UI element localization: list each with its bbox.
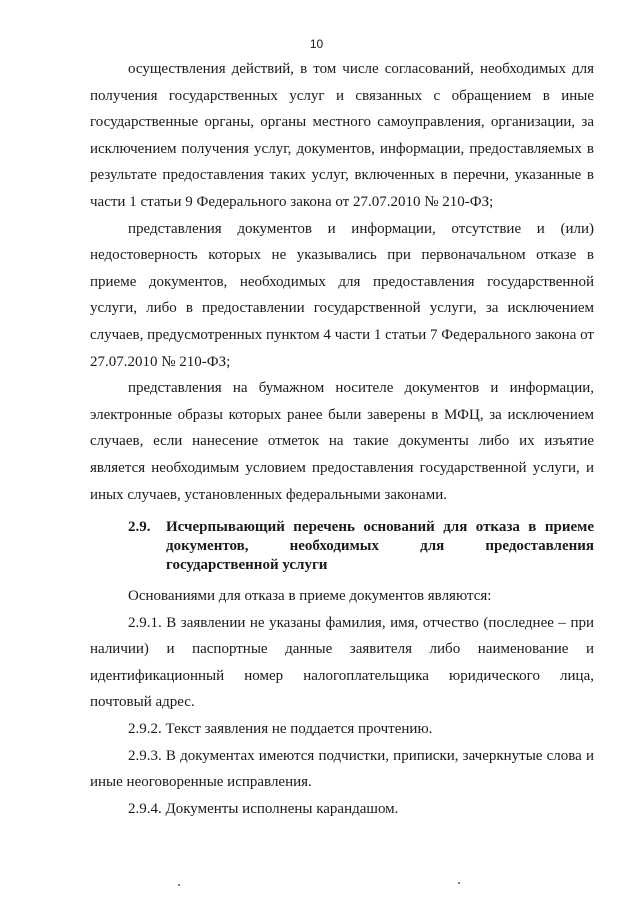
paragraph-2-9-4: 2.9.4. Документы исполнены карандашом. [128,800,399,817]
scan-speck [458,882,460,884]
paragraph-paper-carrier: представления на бумажном носителе документов и информации, электронные образы которых ранее были заверены в МФЦ, за исключением случаев, если нанесение отметок на такие документы либо их изъятие является необходимым условием предоставления государственной услуги, и иных случаев, установленных федеральными законами. [90,380,594,503]
section-heading [90,518,594,575]
section-number: 2.9. [128,519,151,536]
paragraph-2-9-3: 2.9.3. В документах имеются подчистки, приписки, зачеркнутые слова и иные неоговоренные исправления. [90,747,594,791]
scan-speck [178,884,180,886]
paragraph-actions: осуществления действий, в том числе согласований, необходимых для получения государственных услуг и связанных с обращением в иные государственные органы, органы местного самоуправления, организации, за исключением получения услуг, документов, информации, предоставляемых в результате предоставления таких услуг, включенных в перечни, указанные в части 1 статьи 9 Федерального закона от 27.07.2010 № 210-ФЗ; [90,61,594,210]
page-number: 10 [309,37,324,51]
paragraph-grounds-intro: Основаниями для отказа в приеме документов являются: [128,588,492,605]
document-body [90,56,594,822]
paragraph-2-9-1: 2.9.1. В заявлении не указаны фамилия, имя, отчество (последнее – при наличии) и паспортные данные заявителя либо наименование и идентификационный номер налогоплательщика юридического лица, почтовый адрес. [90,614,594,711]
paragraph-2-9-2: 2.9.2. Текст заявления не поддается прочтению. [128,721,433,738]
paragraph-documents-information: представления документов и информации, отсутствие и (или) недостоверность которых не указывались при первоначальном отказе в приеме документов, необходимых для предоставления государственной услуги, либо в предоставлении государственной услуги, за исключением случаев, предусмотренных пунктом 4 части 1 статьи 7 Федерального закона от 27.07.2010 № 210-ФЗ; [90,220,594,370]
section-title: Исчерпывающий перечень оснований для отказа в приеме документов, необходимых для предоставления государственной услуги [166,519,594,574]
